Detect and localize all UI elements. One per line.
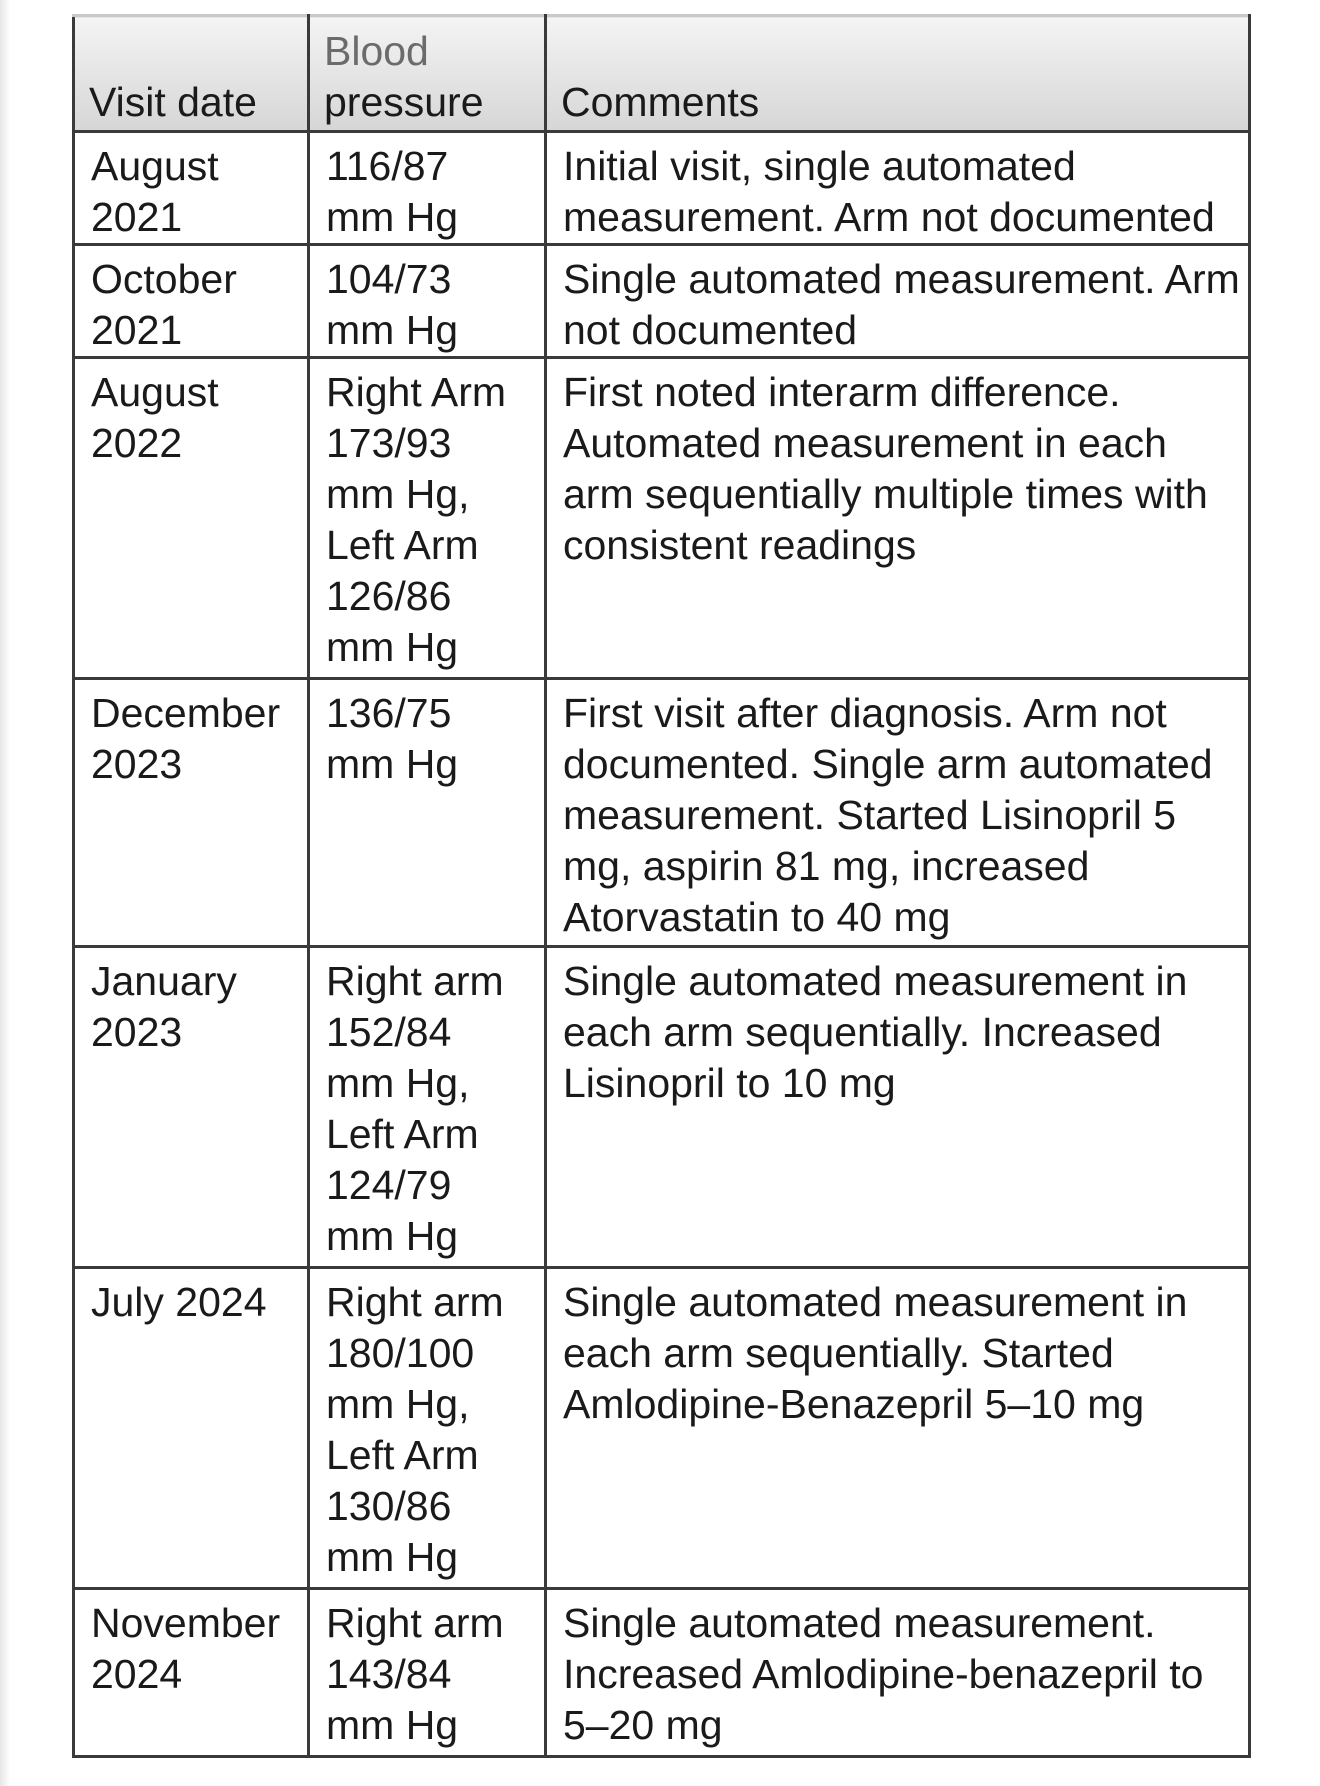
blood-pressure-table (72, 14, 1251, 1758)
header-blood-pressure-label-line2: pressure (324, 79, 484, 125)
visit-date-cell: July 2024 (74, 1268, 309, 1589)
table-body (74, 132, 1250, 1757)
blood-pressure-cell: Right arm 180/100 mm Hg, Left Arm 130/86 mm Hg (309, 1268, 546, 1589)
header-row (74, 16, 1250, 132)
page-edge-shadow (0, 0, 10, 1786)
column-header-blood-pressure (309, 16, 546, 132)
comments-cell: First noted interarm difference. Automated measurement in each arm sequentially multiple times with consistent readings (546, 358, 1250, 679)
blood-pressure-cell: 116/87 mm Hg (309, 132, 546, 245)
header-visit-date-label: Visit date (89, 79, 257, 125)
table-header (74, 16, 1250, 132)
comments-cell: First visit after diagnosis. Arm not documented. Single arm automated measurement. Started Lisinopril 5 mg, aspirin 81 mg, increased Atorvastatin to 40 mg (546, 679, 1250, 947)
header-comments-label: Comments (561, 79, 760, 125)
blood-pressure-cell: 104/73 mm Hg (309, 245, 546, 358)
visit-date-cell: October 2021 (74, 245, 309, 358)
header-blood-pressure-label-line1: Blood (324, 28, 429, 74)
table-row (74, 679, 1250, 947)
blood-pressure-cell: 136/75 mm Hg (309, 679, 546, 947)
comments-cell: Single automated measurement. Arm not documented (546, 245, 1250, 358)
visit-date-cell: August 2021 (74, 132, 309, 245)
comments-cell: Single automated measurement in each arm sequentially. Started Amlodipine-Benazepril 5–10 mg (546, 1268, 1250, 1589)
table-row (74, 132, 1250, 245)
comments-cell: Single automated measurement. Increased Amlodipine-benazepril to 5–20 mg (546, 1589, 1250, 1757)
visit-date-cell: November 2024 (74, 1589, 309, 1757)
visit-date-cell: January 2023 (74, 947, 309, 1268)
blood-pressure-cell: Right arm 143/84 mm Hg (309, 1589, 546, 1757)
blood-pressure-cell: Right arm 152/84 mm Hg, Left Arm 124/79 mm Hg (309, 947, 546, 1268)
visit-date-cell: August 2022 (74, 358, 309, 679)
comments-cell: Initial visit, single automated measurement. Arm not documented (546, 132, 1250, 245)
table-row (74, 245, 1250, 358)
table-row (74, 358, 1250, 679)
table-row (74, 1268, 1250, 1589)
table-row (74, 1589, 1250, 1757)
comments-cell: Single automated measurement in each arm sequentially. Increased Lisinopril to 10 mg (546, 947, 1250, 1268)
visit-date-cell: December 2023 (74, 679, 309, 947)
column-header-comments (546, 16, 1250, 132)
column-header-visit-date (74, 16, 309, 132)
blood-pressure-cell: Right Arm 173/93 mm Hg, Left Arm 126/86 mm Hg (309, 358, 546, 679)
table-row (74, 947, 1250, 1268)
